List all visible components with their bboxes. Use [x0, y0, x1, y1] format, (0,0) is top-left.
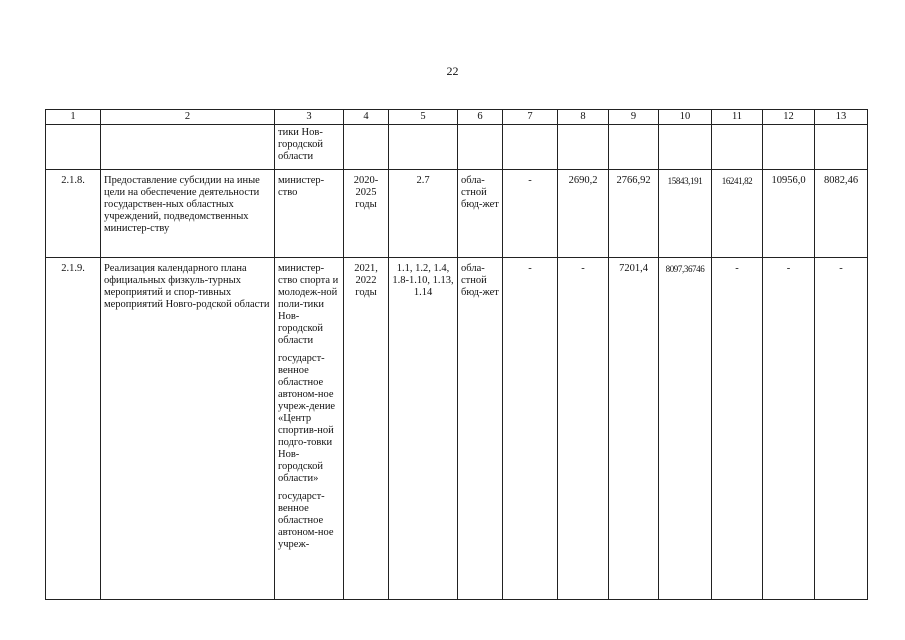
executor-cell: тики Нов-городской области: [275, 125, 344, 170]
activity-name-cell: Предоставление субсидии на иные цели на обеспечение деятельности государствен-ных областных учреждений, подведомственных министер-ству: [101, 170, 275, 258]
value-cell: 2766,92: [609, 170, 659, 258]
years-cell: 2020-2025 годы: [344, 170, 389, 258]
funding-source-cell: обла-стной бюд-жет: [458, 258, 503, 600]
value-cell: 10956,0: [763, 170, 815, 258]
executor-ministry: министер-ство спорта и молодеж-ной поли-тики Нов-городской области: [278, 263, 339, 346]
header-cell: 8: [558, 110, 609, 125]
header-cell: 2: [101, 110, 275, 125]
header-cell: 13: [815, 110, 868, 125]
value-cell: 16241,82: [712, 170, 763, 258]
table-header-row: [46, 110, 868, 125]
row-number-cell: 2.1.8.: [46, 170, 101, 258]
header-cell: 11: [712, 110, 763, 125]
row-number-cell: 2.1.9.: [46, 258, 101, 600]
header-cell: 5: [389, 110, 458, 125]
header-cell: 3: [275, 110, 344, 125]
table-row-2-1-9: [46, 258, 868, 600]
funding-source-cell: обла-стной бюд-жет: [458, 170, 503, 258]
table-row-continuation: [46, 125, 868, 170]
value-cell: -: [815, 258, 868, 600]
value-cell: 2690,2: [558, 170, 609, 258]
value-cell: 7201,4: [609, 258, 659, 600]
budget-table: [45, 109, 868, 600]
targets-cell: 1.1, 1.2, 1.4, 1.8-1.10, 1.13, 1.14: [389, 258, 458, 600]
header-cell: 1: [46, 110, 101, 125]
value-cell: 15843,191: [659, 170, 712, 258]
value-cell: -: [503, 170, 558, 258]
header-cell: 9: [609, 110, 659, 125]
header-cell: 12: [763, 110, 815, 125]
executor-cell: [275, 258, 344, 600]
executor-sport-center: государст-венное областное автоном-ное учреж-дение «Центр спортив-ной подго-товки Нов-городской области»: [278, 353, 336, 484]
header-cell: 4: [344, 110, 389, 125]
value-cell: 8082,46: [815, 170, 868, 258]
value-cell: -: [503, 258, 558, 600]
value-cell: -: [712, 258, 763, 600]
header-cell: 10: [659, 110, 712, 125]
header-cell: 6: [458, 110, 503, 125]
header-cell: 7: [503, 110, 558, 125]
activity-name-cell: Реализация календарного плана официальных физкуль-турных мероприятий и спор-тивных мероприятий Новго-родской области: [101, 258, 275, 600]
executor-autonomous-institution: государст-венное областное автоном-ное учреж-: [278, 491, 334, 550]
years-cell: 2021, 2022 годы: [344, 258, 389, 600]
value-cell: -: [763, 258, 815, 600]
targets-cell: 2.7: [389, 170, 458, 258]
executor-cell: министер-ство: [275, 170, 344, 258]
page-number: 22: [446, 64, 459, 78]
value-cell: 8097,36746: [659, 258, 712, 600]
table-row-2-1-8: [46, 170, 868, 258]
value-cell: -: [558, 258, 609, 600]
